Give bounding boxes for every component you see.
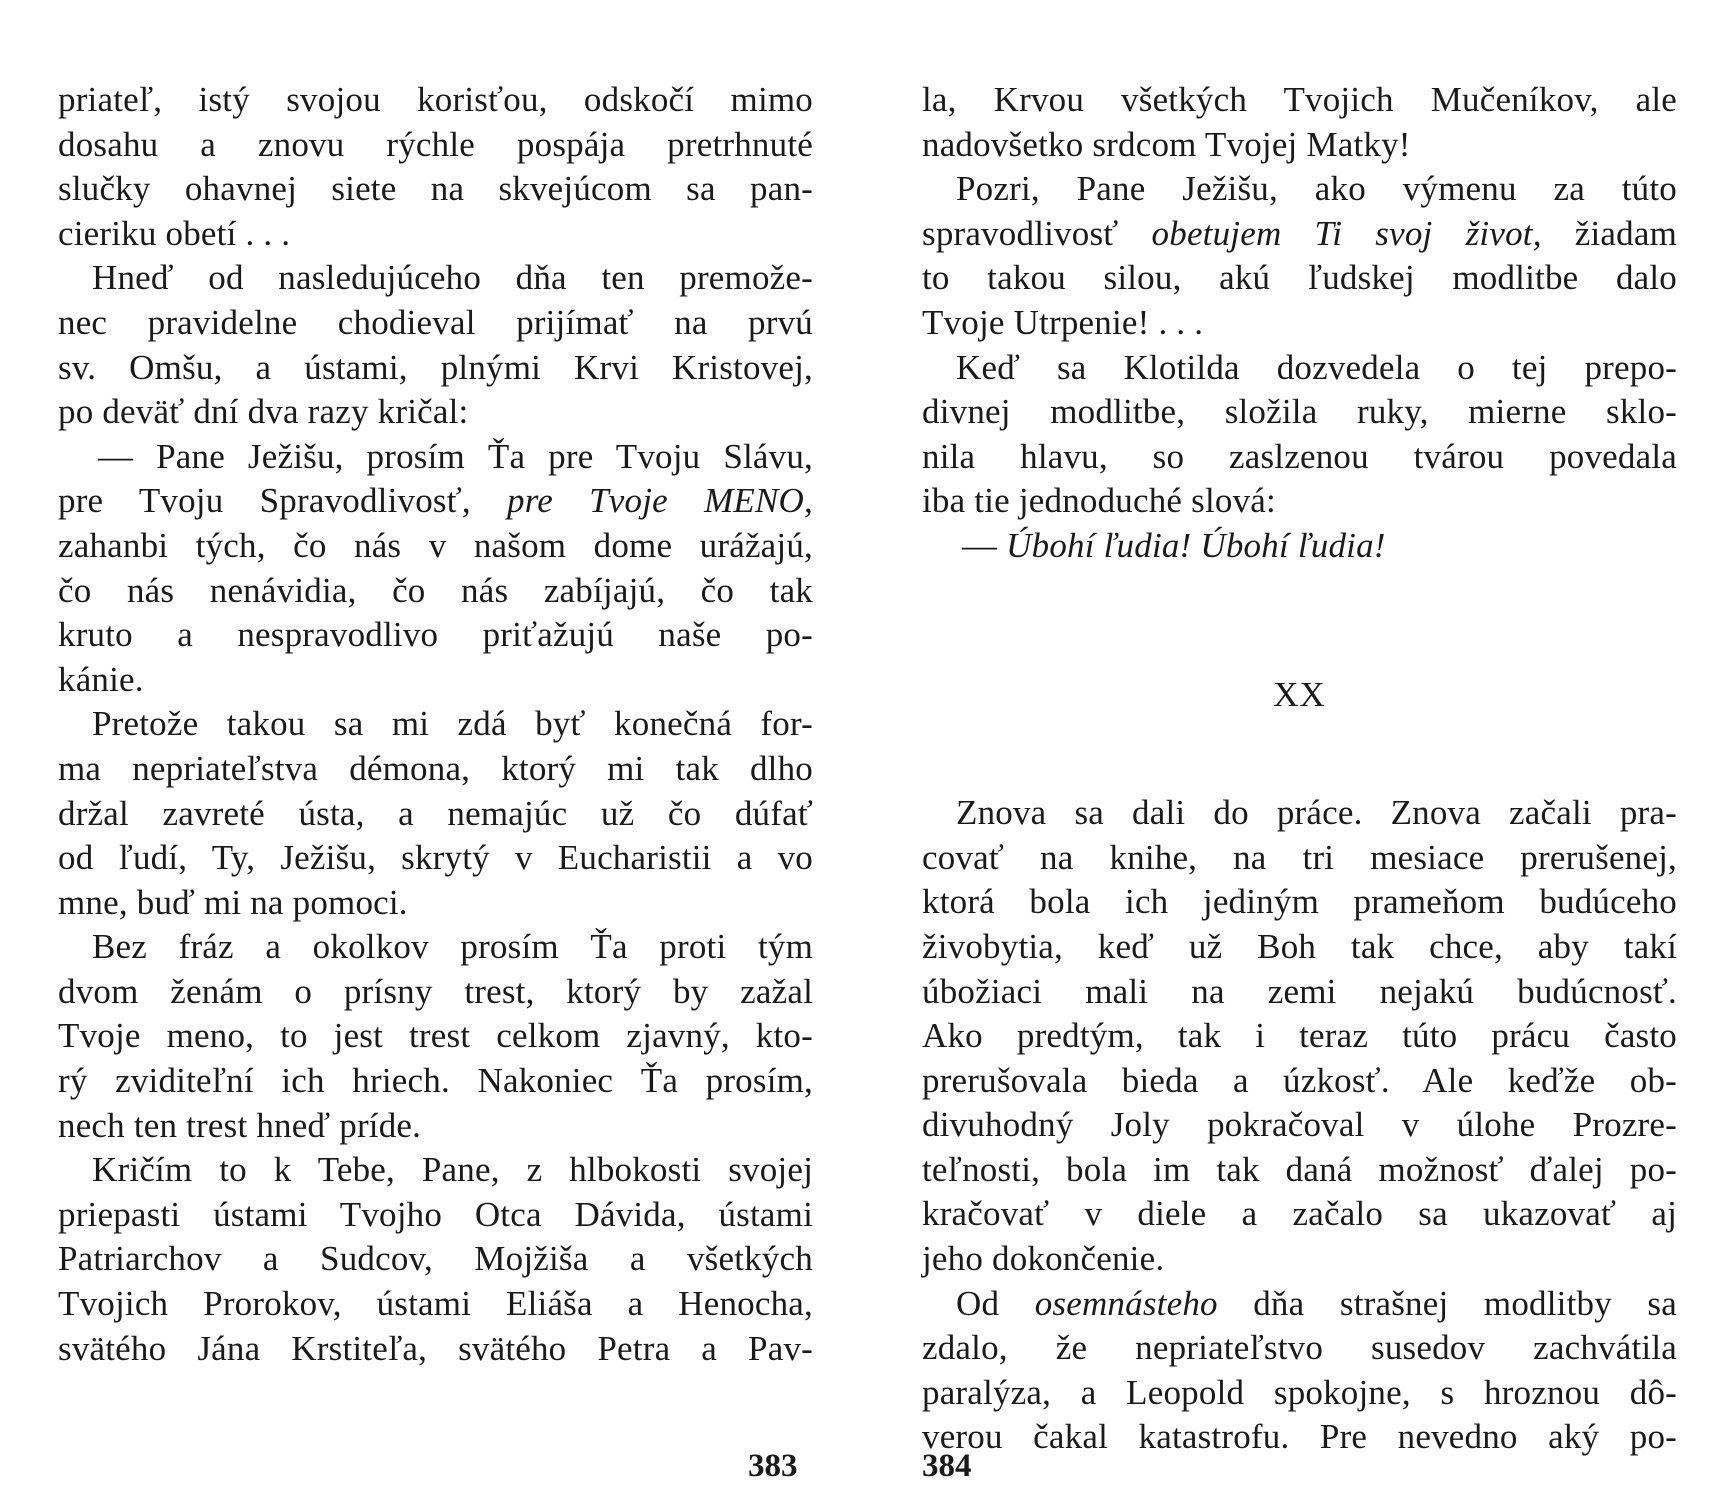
text-line: to takou silou, akú ľudskej modlitbe dalo (922, 258, 1677, 298)
text-line: nech ten trest hneď príde. (58, 1105, 422, 1145)
italic-segment: Úbohí ľudia! Úbohí ľudia! (1006, 525, 1386, 565)
text-line: Keď sa Klotilda dozvedela o tej prepo- (956, 347, 1677, 387)
text-line: cieriku obetí . . . (58, 213, 291, 253)
text-segment: Od (956, 1283, 1035, 1323)
text-line: Ako predtým, tak i teraz túto prácu často (922, 1016, 1677, 1056)
text-line: kánie. (58, 659, 144, 699)
text-line: Patriarchov a Sudcov, Mojžiša a všetkých (58, 1239, 813, 1279)
text-line: slučky ohavnej siete na skvejúcom sa pan- (58, 169, 813, 209)
text-line: paralýza, a Leopold spokojne, s hroznou dô- (922, 1372, 1677, 1412)
text-line: nila hlavu, so zaslzenou tvárou povedala (922, 436, 1677, 476)
text-line: rý zviditeľní ich hriech. Nakoniec Ťa prosím, (58, 1061, 813, 1101)
italic-segment: osemnásteho (1034, 1283, 1218, 1323)
text-line: nec pravidelne chodieval prijímať na prvú (58, 302, 813, 342)
italic-segment: obetujem Ti svoj život, (1151, 213, 1542, 253)
chapter-heading: XX (1273, 674, 1326, 714)
text-line: Pretože takou sa mi zdá byť konečná for- (92, 704, 813, 744)
text-line: Hneď od nasledujúceho dňa ten premože- (92, 258, 813, 298)
text-line: divuhodný Joly pokračoval v úlohe Prozre- (922, 1105, 1677, 1145)
text-line: úbožiaci mali na zemi nejakú budúcnosť. (922, 971, 1677, 1011)
text-line: kračovať v diele a začalo sa ukazovať aj (922, 1194, 1677, 1234)
text-line: živobytia, keď už Boh tak chce, aby takí (922, 926, 1677, 966)
text-line: la, Krvou všetkých Tvojich Mučeníkov, ale (922, 80, 1677, 119)
text-segment: dňa strašnej modlitby sa (1217, 1283, 1677, 1323)
text-line: sv. Omšu, a ústami, plnými Krvi Kristovej, (58, 347, 813, 387)
text-segment: pre Tvoju Spravodlivosť, (58, 481, 508, 521)
page-number-left: 383 (748, 1448, 798, 1484)
text-line (922, 212, 1677, 257)
text-line (922, 1282, 1677, 1327)
text-line: Kričím to k Tebe, Pane, z hlbokosti svojej (92, 1150, 813, 1190)
text-line: prerušovala bieda a úzkosť. Ale keďže ob- (922, 1060, 1677, 1100)
text-line: po deväť dní dva razy kričal: (58, 392, 469, 432)
text-line: divnej modlitbe, složila ruky, mierne sklo- (922, 392, 1677, 432)
text-line: zahanbi tých, čo nás v našom dome urážajú, (58, 525, 813, 565)
italic-segment: pre Tvoje MENO, (507, 481, 813, 521)
text-line: Tvojich Prorokov, ústami Eliáša a Henocha, (58, 1284, 813, 1324)
text-line: covať na knihe, na tri mesiace prerušenej, (922, 837, 1677, 877)
page-number-right: 384 (922, 1448, 972, 1484)
text-line: ktorá bola ich jediným prameňom budúceho (922, 882, 1677, 922)
text-line: kruto a nespravodlivo priťažujú naše po- (58, 615, 813, 655)
text-line: jeho dokončenie. (922, 1239, 1165, 1279)
text-line: teľnosti, bola im tak daná možnosť ďalej po- (922, 1149, 1677, 1189)
text-line: Tvoje meno, to jest trest celkom zjavný, kto- (58, 1016, 813, 1056)
text-line: mne, buď mi na pomoci. (58, 882, 408, 922)
text-line: Znova sa dali do práce. Znova začali pra- (956, 793, 1677, 833)
text-line: — Pane Ježišu, prosím Ťa pre Tvoju Slávu, (98, 436, 813, 476)
right-page (922, 78, 1677, 1460)
text-line: svätého Jána Krstiteľa, svätého Petra a Pav- (58, 1328, 813, 1368)
text-line: čo nás nenávidia, čo nás zabíjajú, čo tak (58, 570, 813, 610)
text-segment: spravodlivosť (922, 213, 1152, 253)
text-line: Tvoje Utrpenie! . . . (922, 302, 1204, 342)
text-line (922, 524, 1677, 569)
text-line (58, 479, 813, 524)
text-line: priepasti ústami Tvojho Otca Dávida, ústami (58, 1194, 813, 1234)
text-line: dosahu a znovu rýchle pospája pretrhnuté (58, 124, 813, 164)
text-line: zdalo, že nepriateľstvo susedov zachvátila (922, 1328, 1677, 1368)
text-line: držal zavreté ústa, a nemajúc už čo dúfať (58, 793, 813, 833)
text-line: Bez fráz a okolkov prosím Ťa proti tým (92, 927, 813, 967)
text-line: Pozri, Pane Ježišu, ako výmenu za túto (956, 169, 1677, 209)
text-segment: — (962, 525, 1007, 565)
text-line: iba tie jednoduché slová: (922, 481, 1276, 521)
text-line: nadovšetko srdcom Tvojej Matky! (922, 124, 1411, 164)
text-line: priateľ, istý svojou korisťou, odskočí mimo (58, 80, 813, 119)
text-line: dvom ženám o prísny trest, ktorý by zažal (58, 971, 813, 1011)
left-page (58, 78, 813, 1371)
text-line: od ľudí, Ty, Ježišu, skrytý v Eucharistii a vo (58, 838, 813, 878)
text-segment: žiadam (1541, 213, 1678, 253)
text-line: verou čakal katastrofu. Pre nevedno aký po- (922, 1417, 1677, 1457)
text-line: ma nepriateľstva démona, ktorý mi tak dlho (58, 748, 813, 788)
